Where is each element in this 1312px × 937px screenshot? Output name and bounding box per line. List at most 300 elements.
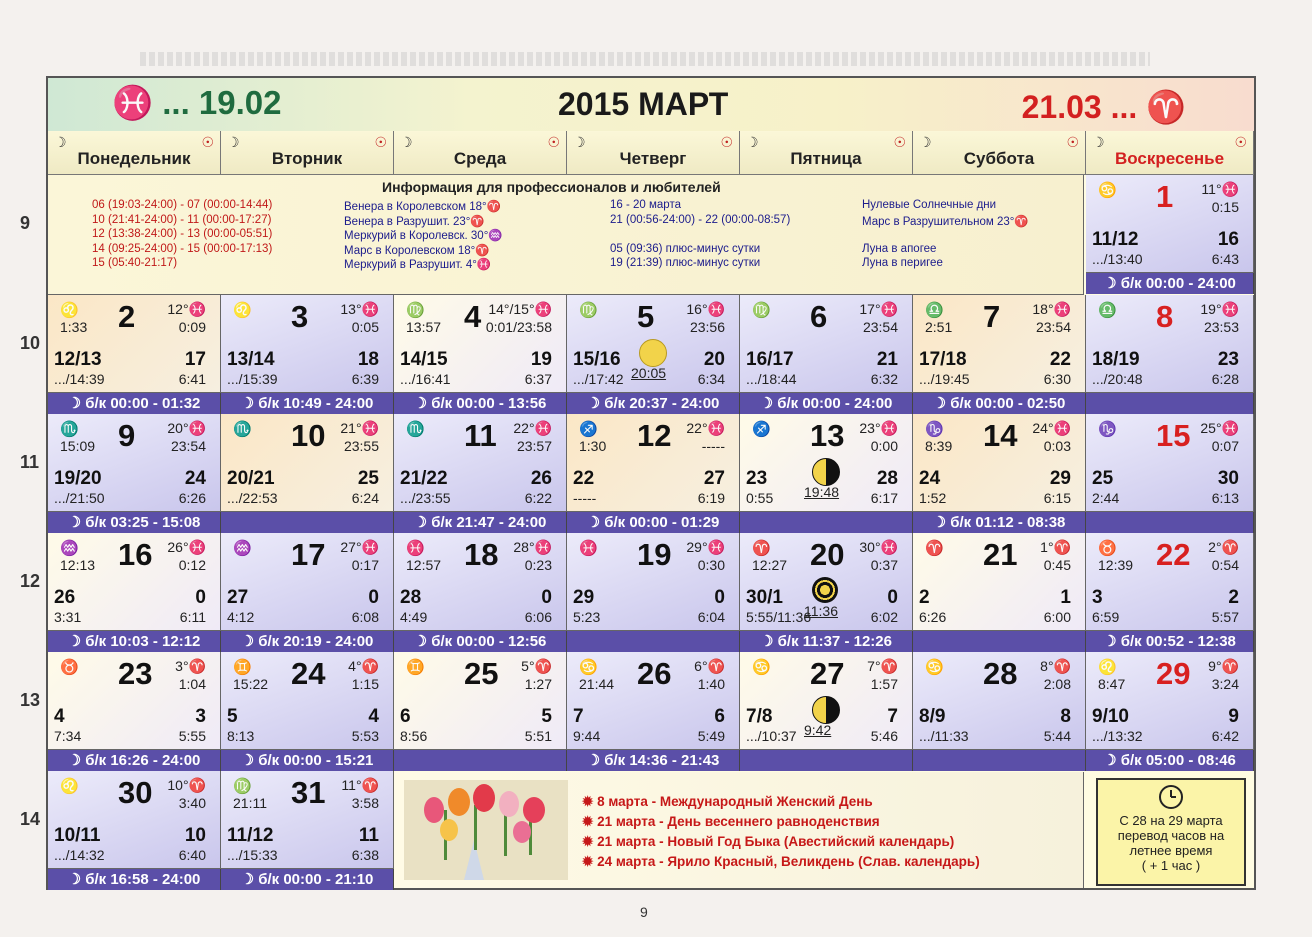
day-cell — [740, 295, 913, 393]
moonset-time: 23:57 — [516, 438, 552, 454]
day-cell — [394, 295, 567, 393]
right-time: 6:13 — [1211, 490, 1239, 506]
dst-line2: перевод часов на — [1117, 828, 1225, 843]
moonset-time: 0:23 — [524, 557, 552, 573]
lunar-day-start: 1:52 — [919, 490, 947, 506]
void-moon-bar: ☽ б/к 00:00 - 12:56 — [394, 631, 567, 652]
lunar-day: 25 — [1092, 468, 1114, 489]
day-number: 18 — [464, 537, 499, 572]
right-time: 6:00 — [1043, 609, 1071, 625]
moon-icon: ☽ — [54, 134, 67, 150]
moonset-time: 23:54 — [1035, 319, 1071, 335]
void-moon-bar — [913, 750, 1086, 771]
sun-degree: 21°♓ — [340, 420, 379, 436]
day-number: 2 — [118, 299, 136, 334]
zodiac-sign-icon: ♎ — [1098, 302, 1117, 319]
right-number: 0 — [887, 587, 898, 608]
sun-icon: ☉ — [893, 134, 906, 150]
weekday-header-1 — [221, 131, 394, 175]
day-cell — [48, 652, 221, 750]
weekday-label: Суббота — [963, 149, 1035, 168]
right-time: 5:46 — [870, 728, 898, 744]
dst-line3: летнее время — [1129, 843, 1213, 858]
right-number: 19 — [530, 349, 552, 370]
day-number: 29 — [1156, 656, 1191, 691]
day-number: 31 — [291, 775, 326, 810]
moonset-time: 1:27 — [524, 676, 552, 692]
moonset-time: 0:00 — [870, 438, 898, 454]
quarter-moon-icon — [812, 696, 840, 724]
header-left-date: ♓ ... 19.02 — [112, 84, 282, 121]
moonset-time: 0:45 — [1043, 557, 1071, 573]
week-number: 14 — [20, 809, 41, 829]
day-cell — [221, 771, 394, 869]
info-line: 05 (09:36) плюс-минус сутки — [610, 242, 761, 255]
void-moon-bar — [221, 512, 394, 533]
zodiac-sign-icon: ♎ — [925, 302, 944, 319]
info-line: 10 (21:41-24:00) - 11 (00:00-17:27) — [92, 213, 272, 226]
moonrise-time: 15:22 — [233, 676, 269, 692]
day-cell — [1086, 414, 1254, 512]
moon-phase-time: 11:36 — [804, 603, 838, 619]
day-cell — [1086, 533, 1254, 631]
right-number: 25 — [357, 468, 379, 489]
day-number: 14 — [983, 418, 1018, 453]
zodiac-sign-icon: ♓ — [406, 540, 425, 557]
lunar-day-start: 8:13 — [227, 728, 255, 744]
day-number: 8 — [1156, 299, 1174, 334]
sun-degree: 1°♈ — [1040, 539, 1071, 555]
moonset-time: 0:30 — [697, 557, 725, 573]
moonset-time: 0:37 — [870, 557, 898, 573]
moon-phase-time: 9:42 — [804, 722, 832, 738]
lunar-day: 12/13 — [54, 349, 102, 370]
flower-icon: ✹ — [582, 834, 598, 849]
lunar-day: 28 — [400, 587, 422, 608]
moonset-time: 1:40 — [697, 676, 725, 692]
void-moon-bar: ☽ б/к 00:52 - 12:38 — [1086, 631, 1254, 652]
zodiac-sign-icon: ♏ — [233, 421, 252, 438]
void-moon-bar: ☽ б/к 11:37 - 12:26 — [740, 631, 913, 652]
lunar-day-start: .../16:41 — [400, 371, 451, 387]
right-number: 0 — [368, 587, 379, 608]
holiday-item — [582, 794, 873, 810]
info-line: 12 (13:38-24:00) - 13 (00:00-05:51) — [92, 228, 273, 240]
day-cell — [48, 414, 221, 512]
sun-degree: 13°♓ — [340, 301, 379, 317]
sun-icon: ☉ — [1066, 134, 1079, 150]
day-cell — [913, 295, 1086, 393]
moon-icon: ☽ — [227, 134, 240, 150]
info-title: Информация для профессионалов и любителей — [382, 179, 721, 195]
day-number: 5 — [637, 299, 655, 334]
zodiac-sign-icon: ♋ — [579, 659, 598, 676]
void-moon-bar: ☽ б/к 00:00 - 01:29 — [567, 512, 740, 533]
sun-degree: 3°♈ — [175, 658, 206, 674]
lunar-day-start: .../20:48 — [1092, 371, 1143, 387]
right-time: 6:22 — [524, 490, 552, 506]
right-number: 4 — [368, 706, 379, 727]
moonset-time: 0:54 — [1211, 557, 1239, 573]
new-moon-icon — [812, 577, 838, 603]
info-line: Венера в Разрушит. 23°♈ — [344, 215, 485, 228]
sun-degree: 4°♈ — [348, 658, 379, 674]
sun-degree: 17°♓ — [859, 301, 898, 317]
lunar-day: 10/11 — [54, 825, 101, 846]
calendar-header — [48, 78, 1254, 133]
day-cell — [221, 533, 394, 631]
void-moon-bar: ☽ б/к 00:00 - 21:10 — [221, 869, 394, 890]
moonset-time: 23:54 — [170, 438, 206, 454]
right-time: 6:19 — [697, 490, 725, 506]
lunar-day-start: .../11:33 — [919, 728, 969, 744]
info-line: 14 (09:25-24:00) - 15 (00:00-17:13) — [92, 242, 273, 255]
zodiac-sign-icon: ♒ — [60, 540, 79, 557]
void-moon-bar — [913, 631, 1086, 652]
moon-phase-time: 20:05 — [631, 365, 667, 381]
lunar-day-start: 8:56 — [400, 728, 428, 744]
sun-degree: 22°♓ — [513, 420, 552, 436]
right-time: 5:53 — [351, 728, 379, 744]
lunar-day-start: 3:31 — [54, 609, 82, 625]
zodiac-sign-icon: ♍ — [579, 302, 598, 319]
day-cell — [48, 295, 221, 393]
right-time: 6:11 — [179, 609, 206, 625]
sun-icon: ☉ — [201, 134, 214, 150]
lunar-day-start: .../10:37 — [746, 728, 797, 744]
weekday-label: Среда — [453, 149, 507, 168]
day-cell — [221, 652, 394, 750]
sun-icon: ☉ — [374, 134, 387, 150]
lunar-day: 26 — [54, 587, 76, 608]
moonset-time: 0:03 — [1043, 438, 1071, 454]
clock-icon — [1158, 784, 1184, 810]
right-number: 11 — [358, 825, 379, 846]
lunar-day-start: .../14:39 — [54, 371, 105, 387]
void-moon-bar: ☽ б/к 05:00 - 08:46 — [1086, 750, 1254, 771]
info-line: 19 (21:39) плюс-минус сутки — [610, 257, 761, 269]
moonrise-time: 1:30 — [579, 438, 607, 454]
right-number: 8 — [1060, 706, 1071, 727]
day-number: 23 — [118, 656, 153, 691]
sun-degree: 19°♓ — [1200, 301, 1239, 317]
zodiac-sign-icon: ♋ — [752, 659, 771, 676]
info-panel — [48, 175, 1084, 295]
right-time: 6:32 — [870, 371, 898, 387]
moonset-time: 23:54 — [862, 319, 898, 335]
flower-icon: ✹ — [582, 794, 598, 809]
zodiac-sign-icon: ♌ — [233, 302, 252, 319]
lunar-day: 23 — [746, 468, 768, 489]
lunar-day: 17/18 — [919, 349, 967, 370]
zodiac-sign-icon: ♈ — [925, 540, 944, 557]
lunar-day-start: 2:44 — [1092, 490, 1120, 506]
moonset-time: 0:09 — [178, 319, 206, 335]
day-cell — [48, 771, 221, 869]
lunar-day: 7/8 — [746, 706, 773, 727]
day-cell — [913, 533, 1086, 631]
void-moon-bar: ☽ б/к 00:00 - 15:21 — [221, 750, 394, 771]
lunar-day: 15/16 — [573, 349, 621, 370]
sun-degree: 25°♓ — [1200, 420, 1239, 436]
moonrise-time: 12:13 — [60, 557, 96, 573]
day-number: 6 — [810, 299, 828, 334]
right-time: 6:40 — [178, 847, 206, 863]
right-time: 6:24 — [351, 490, 379, 506]
right-time: 5:55 — [178, 728, 206, 744]
moonset-time: 0:15 — [1211, 199, 1239, 215]
day-cell — [567, 533, 740, 631]
right-number: 21 — [876, 349, 898, 370]
sun-degree: 23°♓ — [859, 420, 898, 436]
moonrise-time: 12:27 — [752, 557, 788, 573]
lunar-day: 3 — [1092, 587, 1103, 608]
lunar-day: 24 — [919, 468, 941, 489]
lunar-day: 5 — [227, 706, 238, 727]
moonrise-time: 12:57 — [406, 557, 442, 573]
void-moon-bar: ☽ б/к 16:26 - 24:00 — [48, 750, 221, 771]
day-cell — [740, 652, 913, 750]
flower-icon: ✹ — [582, 854, 598, 869]
zodiac-sign-icon: ♋ — [1098, 182, 1117, 199]
lunar-day: 9/10 — [1092, 706, 1129, 727]
lunar-day-start: .../18:44 — [746, 371, 797, 387]
right-number: 17 — [184, 349, 206, 370]
void-moon-bar — [740, 750, 913, 771]
day-cell — [394, 533, 567, 631]
zodiac-sign-icon: ♍ — [406, 302, 425, 319]
lunar-day-start: .../17:42 — [573, 371, 624, 387]
moonset-time: 0:07 — [1211, 438, 1239, 454]
sun-degree: 18°♓ — [1032, 301, 1071, 317]
right-number: 2 — [1228, 587, 1239, 608]
day-number: 13 — [810, 418, 845, 453]
moonset-time: 1:57 — [870, 676, 898, 692]
week-number: 11 — [20, 452, 40, 472]
lunar-day: 18/19 — [1092, 349, 1140, 370]
day-cell — [394, 414, 567, 512]
info-line: Марс в Королевском 18°♈ — [344, 244, 490, 257]
day-cell — [221, 414, 394, 512]
right-number: 10 — [184, 825, 206, 846]
void-moon-bar: ☽ б/к 00:00 - 24:00 — [740, 393, 913, 414]
right-time: 6:42 — [1211, 728, 1239, 744]
zodiac-sign-icon: ♐ — [579, 421, 598, 438]
lunar-day-start: 7:34 — [54, 728, 82, 744]
dst-note — [1096, 778, 1246, 886]
zodiac-sign-icon: ♊ — [233, 659, 252, 676]
weekday-label: Вторник — [271, 149, 343, 168]
sun-degree: 9°♈ — [1208, 658, 1239, 674]
right-number: 22 — [1049, 349, 1071, 370]
void-moon-bar: ☽ б/к 10:03 - 12:12 — [48, 631, 221, 652]
moon-icon: ☽ — [1092, 134, 1105, 150]
quarter-moon-icon — [812, 458, 840, 486]
moonset-time: 3:24 — [1211, 676, 1239, 692]
weekday-label: Пятница — [790, 149, 862, 168]
holiday-text: 8 марта - Международный Женский День — [597, 794, 873, 809]
lunar-day-start: 6:59 — [1092, 609, 1120, 625]
void-moon-bar — [567, 631, 740, 652]
tulips-icon — [404, 780, 568, 880]
zodiac-sign-icon: ♌ — [60, 302, 79, 319]
day-number: 11 — [464, 418, 497, 453]
flower-icon: ✹ — [582, 814, 598, 829]
moonset-time: 23:56 — [689, 319, 725, 335]
right-number: 18 — [357, 349, 379, 370]
moonrise-time: 13:57 — [406, 319, 442, 335]
void-moon-bar: ☽ б/к 00:00 - 02:50 — [913, 393, 1086, 414]
lunar-day-start: .../14:32 — [54, 847, 105, 863]
sun-degree: 11°♓ — [1201, 181, 1239, 197]
moonrise-time: 12:39 — [1098, 557, 1134, 573]
weekday-header-4 — [740, 131, 913, 175]
zodiac-sign-icon: ♏ — [60, 421, 79, 438]
lunar-day-start: .../21:50 — [54, 490, 105, 506]
void-moon-bar: ☽ б/к 00:00 - 24:00 — [1086, 273, 1254, 294]
info-line: 15 (05:40-21:17) — [92, 257, 178, 269]
day-number: 22 — [1156, 537, 1191, 572]
lunar-day-start: 4:49 — [400, 609, 428, 625]
lunar-day: 7 — [573, 706, 584, 727]
info-line: Марс в Разрушительном 23°♈ — [862, 215, 1029, 228]
lunar-day: 22 — [573, 468, 595, 489]
void-moon-bar: ☽ б/к 03:25 - 15:08 — [48, 512, 221, 533]
right-number: 30 — [1217, 468, 1239, 489]
lunar-day: 4 — [54, 706, 65, 727]
right-time: 6:37 — [524, 371, 552, 387]
sun-degree: 28°♓ — [513, 539, 552, 555]
moonrise-time: 8:47 — [1098, 676, 1126, 692]
sun-degree: 29°♓ — [686, 539, 725, 555]
sun-degree: 6°♈ — [694, 658, 725, 674]
right-number: 0 — [195, 587, 206, 608]
holiday-item — [582, 834, 955, 850]
zodiac-sign-icon: ♍ — [233, 778, 252, 795]
sun-degree: 12°♓ — [167, 301, 206, 317]
right-number: 23 — [1217, 349, 1239, 370]
moonset-time: 1:15 — [351, 676, 379, 692]
weekday-label: Четверг — [619, 149, 687, 168]
lunar-day: 8/9 — [919, 706, 946, 727]
day-number: 9 — [118, 418, 136, 453]
lunar-day: 30/1 — [746, 587, 783, 608]
moon-icon: ☽ — [400, 134, 413, 150]
day-number: 25 — [464, 656, 499, 691]
right-time: 6:34 — [697, 371, 725, 387]
moonset-time: 0:01/23:58 — [485, 319, 552, 335]
right-time: 6:28 — [1211, 371, 1239, 387]
weekday-header-0 — [48, 131, 221, 175]
right-number: 1 — [1060, 587, 1071, 608]
lunar-day-start: .../15:33 — [227, 847, 278, 863]
info-line: Меркурий в Разрушит. 4°♓ — [344, 259, 492, 271]
right-time: 6:39 — [351, 371, 379, 387]
info-line: Венера в Королевском 18°♈ — [344, 201, 501, 213]
lunar-day: 11/12 — [1092, 229, 1139, 250]
moonset-time: 3:58 — [351, 795, 379, 811]
weekday-label: Воскресенье — [1114, 149, 1225, 168]
lunar-day-start: 5:23 — [573, 609, 601, 625]
holidays-panel — [394, 772, 1084, 888]
lunar-day: 2 — [919, 587, 930, 608]
moonset-time: 0:17 — [351, 557, 379, 573]
zodiac-sign-icon: ♉ — [60, 659, 79, 676]
faded-header-text — [140, 52, 1150, 66]
right-time: 5:51 — [524, 728, 552, 744]
day-number: 24 — [291, 656, 326, 691]
lunar-day-start: .../22:53 — [227, 490, 278, 506]
zodiac-sign-icon: ♐ — [752, 421, 771, 438]
info-line: Луна в апогее — [862, 242, 937, 255]
sun-degree: 27°♓ — [340, 539, 379, 555]
page-title: 2015 МАРТ — [558, 86, 729, 122]
zodiac-sign-icon: ♋ — [925, 659, 944, 676]
day-cell — [1086, 175, 1254, 273]
lunar-day-start: 9:44 — [573, 728, 601, 744]
lunar-day: 14/15 — [400, 349, 448, 370]
day-number: 16 — [118, 537, 153, 572]
zodiac-sign-icon: ♒ — [233, 540, 252, 557]
day-cell — [1086, 295, 1254, 393]
info-line: 06 (19:03-24:00) - 07 (00:00-14:44) — [92, 199, 273, 211]
lunar-day-start: .../19:45 — [919, 371, 970, 387]
sun-degree: 16°♓ — [686, 301, 725, 317]
week-number: 12 — [20, 571, 41, 591]
moonset-time: 0:05 — [351, 319, 379, 335]
void-moon-bar: ☽ б/к 20:19 - 24:00 — [221, 631, 394, 652]
zodiac-sign-icon: ♈ — [752, 540, 771, 557]
holiday-item — [582, 854, 980, 870]
day-number: 20 — [810, 537, 845, 572]
holiday-item — [582, 814, 880, 830]
sun-degree: 8°♈ — [1040, 658, 1071, 674]
zodiac-sign-icon: ♓ — [579, 540, 598, 557]
lunar-day: 19/20 — [54, 468, 102, 489]
lunar-day-start: 0:55 — [746, 490, 774, 506]
lunar-day-start: .../15:39 — [227, 371, 278, 387]
zodiac-sign-icon: ♍ — [752, 302, 771, 319]
right-number: 3 — [195, 706, 206, 727]
lunar-day: 16/17 — [746, 349, 794, 370]
sun-degree: 20°♓ — [167, 420, 206, 436]
moonset-time: 2:08 — [1043, 676, 1071, 692]
lunar-day: 6 — [400, 706, 411, 727]
page-number: 9 — [640, 904, 648, 920]
tulips-picture — [404, 780, 568, 880]
day-cell — [221, 295, 394, 393]
right-number: 29 — [1049, 468, 1071, 489]
dst-line1: С 28 на 29 марта — [1119, 813, 1223, 828]
moonset-time: 0:12 — [178, 557, 206, 573]
void-moon-bar: ☽ б/к 21:47 - 24:00 — [394, 512, 567, 533]
week-number: 13 — [20, 690, 41, 710]
moonrise-time: 15:09 — [60, 438, 96, 454]
weekday-header-5 — [913, 131, 1086, 175]
sun-degree: 24°♓ — [1032, 420, 1071, 436]
moon-icon: ☽ — [919, 134, 932, 150]
day-cell — [1086, 652, 1254, 750]
right-time: 6:02 — [870, 609, 898, 625]
lunar-day-start: .../23:55 — [400, 490, 451, 506]
right-time: 6:04 — [697, 609, 725, 625]
lunar-day: 29 — [573, 587, 595, 608]
void-moon-bar — [1086, 393, 1254, 414]
day-cell — [740, 533, 913, 631]
void-moon-bar: ☽ б/к 00:00 - 13:56 — [394, 393, 567, 414]
right-number: 26 — [530, 468, 552, 489]
right-number: 27 — [703, 468, 725, 489]
